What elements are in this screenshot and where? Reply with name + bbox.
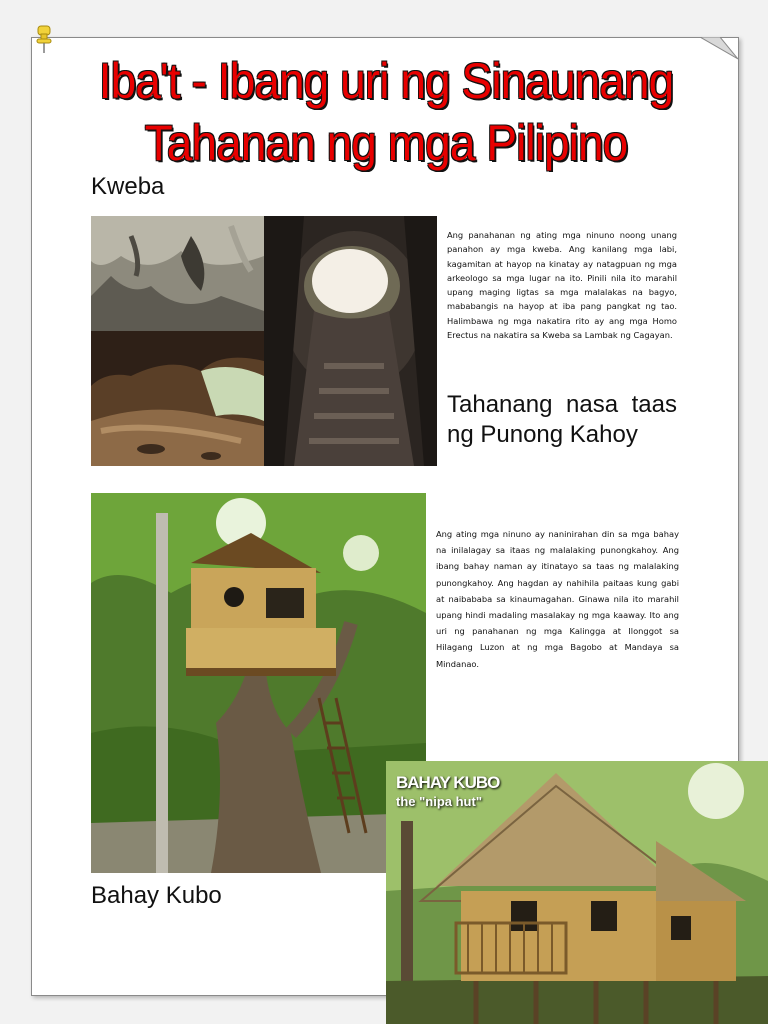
- cave-photo-top-left: [91, 216, 264, 331]
- section-heading-kweba: Kweba: [91, 173, 165, 200]
- page-title-line-2: Tahanan ng mga Pilipino: [144, 115, 628, 171]
- treehouse-photo: [91, 493, 426, 873]
- bahay-kubo-photo-caption-subtitle: the "nipa hut": [396, 794, 482, 809]
- section-heading-bahay-kubo: Bahay Kubo: [91, 882, 222, 909]
- section-heading-punong-kahoy: Tahanang nasa taas ng Punong Kahoy: [447, 391, 677, 448]
- bahay-kubo-photo: [386, 761, 768, 1024]
- cave-photo-sinkhole: [264, 216, 437, 466]
- pushpin-icon: [33, 24, 55, 54]
- cave-photo-bottom-left: [91, 331, 264, 466]
- punong-kahoy-description: Ang ating mga ninuno ay naninirahan din sa mga bahay na inilalagay sa itaas ng malalaking punongkahoy. Ang ibang bahay naman ay itinatayo sa taas ng malalaking punongkahoy. Ang hagdan ay nahihila paitaas kung gabi at naibababa sa kinaumagahan. Ginawa nila ito marahil upang hindi madaling masalakay ng mga kaaway. Ito ang uri ng panahanan ng mga Kalingga at Ilonggot sa Hilagang Luzon at ng mga Bagobo at Mandaya sa Mindanao.: [436, 529, 679, 669]
- kweba-description: Ang panahanan ng ating mga ninuno noong unang panahon ay mga kweba. Ang kanilang mga labi, kagamitan at hayop na kinatay ay natagpuan ng mga arkeologo sa mga lugar na ito. Pinili nila ito marahil upang maging ligtas sa mga malalakas na bagyo, mababangis na hayop at iba pang pangkat ng tao. Halimbawa ng mga nakatira rito ay ang mga Homo Erectus na nakatira sa Kweba sa Lambak ng Cagayan.: [447, 230, 677, 341]
- page-title-line-1: Iba't - Ibang uri ng Sinaunang: [98, 53, 674, 109]
- bahay-kubo-photo-caption-title: BAHAY KUBO: [396, 773, 500, 792]
